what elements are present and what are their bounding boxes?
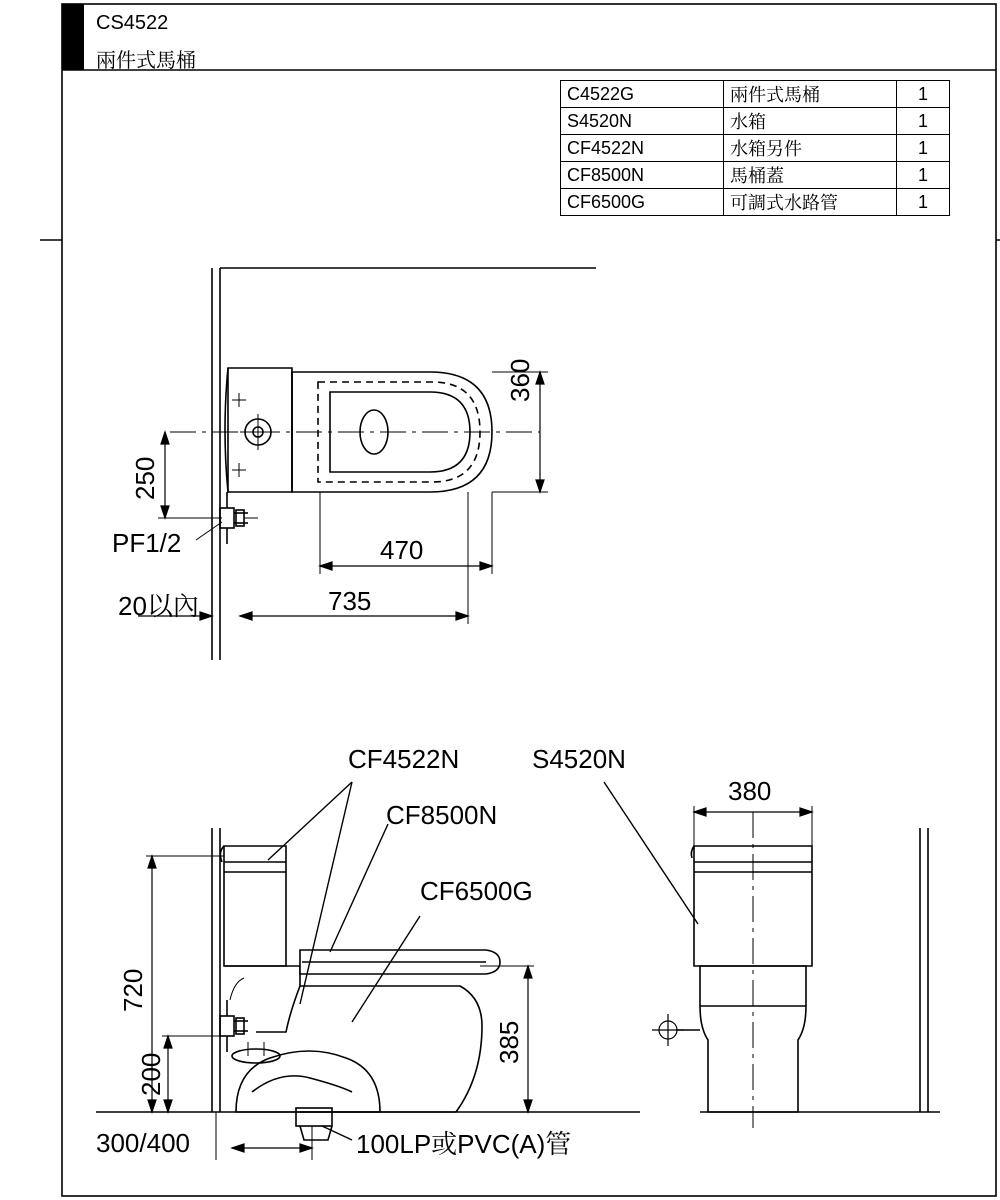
parts-table-body bbox=[561, 81, 950, 216]
dimension-720: 720 bbox=[118, 968, 148, 1012]
drawing-title: 兩件式馬桶 bbox=[96, 50, 196, 72]
top-view-geometry bbox=[170, 268, 596, 660]
parts-table bbox=[560, 80, 950, 216]
part-qty: 1 bbox=[897, 81, 950, 108]
part-code: CF6500G bbox=[561, 189, 724, 216]
part-code: CF8500N bbox=[561, 162, 724, 189]
table-row bbox=[561, 81, 950, 108]
table-row bbox=[561, 162, 950, 189]
label-pipe-spec: 100LP或PVC(A)管 bbox=[356, 1129, 572, 1159]
part-name: 水箱 bbox=[724, 108, 897, 135]
part-qty: 1 bbox=[897, 189, 950, 216]
part-qty: 1 bbox=[897, 162, 950, 189]
part-qty: 1 bbox=[897, 135, 950, 162]
part-name: 可調式水路管 bbox=[724, 189, 897, 216]
label-within-20: 20以內 bbox=[118, 591, 199, 621]
label-pf-half: PF1/2 bbox=[112, 528, 182, 558]
dimension-735: 735 bbox=[328, 586, 372, 616]
dimension-380: 380 bbox=[728, 776, 772, 806]
dimension-300-400: 300/400 bbox=[96, 1128, 190, 1158]
dimension-200: 200 bbox=[136, 1052, 166, 1096]
callout-cf4522n: CF4522N bbox=[348, 744, 460, 774]
table-row bbox=[561, 108, 950, 135]
part-code: S4520N bbox=[561, 108, 724, 135]
dimension-360: 360 bbox=[505, 358, 535, 402]
part-code: CF4522N bbox=[561, 135, 724, 162]
side-view-geometry bbox=[96, 828, 640, 1140]
part-name: 水箱另件 bbox=[724, 135, 897, 162]
dimension-250: 250 bbox=[130, 456, 160, 500]
front-view-geometry bbox=[652, 812, 940, 1128]
callout-s4520n: S4520N bbox=[532, 744, 626, 774]
table-row bbox=[561, 135, 950, 162]
part-code: C4522G bbox=[561, 81, 724, 108]
part-name: 兩件式馬桶 bbox=[724, 81, 897, 108]
dimension-470: 470 bbox=[380, 535, 424, 565]
table-row bbox=[561, 189, 950, 216]
drawing-code: CS4522 bbox=[96, 12, 169, 34]
dimension-385: 385 bbox=[494, 1020, 524, 1064]
callout-cf6500g: CF6500G bbox=[420, 876, 533, 906]
callout-cf8500n: CF8500N bbox=[386, 800, 498, 830]
part-name: 馬桶蓋 bbox=[724, 162, 897, 189]
part-qty: 1 bbox=[897, 108, 950, 135]
